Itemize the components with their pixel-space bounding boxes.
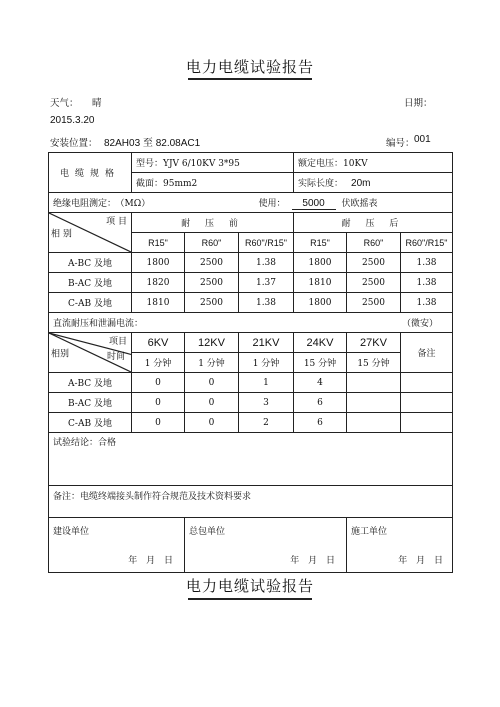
dc-time: 15 分钟 xyxy=(347,353,401,373)
dc-phase: B-AC 及地 xyxy=(49,393,132,413)
dc-cell xyxy=(347,393,401,413)
ir-cell: 1.37 xyxy=(239,273,294,293)
ir-col: R60"/R15" xyxy=(401,233,453,253)
ir-cell: 1.38 xyxy=(239,293,294,313)
location-value: 82AH03 至 82.08AC1 xyxy=(104,138,201,149)
ir-after-header: 耐 压 后 xyxy=(294,213,453,233)
ir-cell: 1810 xyxy=(294,273,347,293)
ir-cell: 2500 xyxy=(347,273,401,293)
report-title-repeat: 电力电缆试验报告 xyxy=(185,577,314,595)
dc-label: 直流耐压和泄漏电流： xyxy=(49,313,347,333)
report-title: 电力电缆试验报告 xyxy=(185,58,314,76)
ir-phase: B-AC 及地 xyxy=(49,273,132,293)
insulation-label: 绝缘电阻测定： xyxy=(53,199,117,209)
ir-row xyxy=(49,293,453,313)
sign-label: 施工单位 xyxy=(351,527,388,537)
sign-date: 年 月 日 xyxy=(290,556,338,566)
ir-cell: 1.38 xyxy=(401,253,453,273)
dc-corner-top: 项目 xyxy=(108,337,127,347)
dc-remark-cell xyxy=(401,413,453,433)
dc-cell: 6 xyxy=(294,413,347,433)
ir-corner-cell xyxy=(49,213,132,253)
dc-cell: 0 xyxy=(132,373,185,393)
spec-length-value: 20m xyxy=(351,178,371,189)
dc-cell: 3 xyxy=(239,393,294,413)
ir-cell: 2500 xyxy=(185,273,239,293)
insulation-used-value: 5000 xyxy=(292,198,336,210)
dc-unit: （微安） xyxy=(347,313,453,333)
ir-col: R60" xyxy=(347,233,401,253)
sign-cell-general xyxy=(185,518,347,573)
insulation-unit: （MΩ） xyxy=(120,199,151,209)
insulation-meter: 伏欧摇表 xyxy=(341,198,378,209)
location-label: 安装位置： xyxy=(50,138,98,149)
ir-corner-bottom: 相 别 xyxy=(51,229,72,239)
ir-cell: 2500 xyxy=(185,293,239,313)
sign-cell-construction xyxy=(49,518,185,573)
ir-cell: 1.38 xyxy=(401,293,453,313)
dc-row xyxy=(49,393,453,413)
dc-cell: 0 xyxy=(185,373,239,393)
dc-voltage: 27KV xyxy=(347,333,401,353)
dc-voltage: 24KV xyxy=(294,333,347,353)
dc-voltage: 12KV xyxy=(185,333,239,353)
spec-label: 电缆规格 xyxy=(49,153,132,193)
ir-cell: 1.38 xyxy=(239,253,294,273)
weather-value: 晴 xyxy=(92,98,102,109)
dc-phase: A-BC 及地 xyxy=(49,373,132,393)
dc-time: 1 分钟 xyxy=(185,353,239,373)
ir-col: R15" xyxy=(132,233,185,253)
sign-date: 年 月 日 xyxy=(128,556,176,566)
dc-cell: 2 xyxy=(239,413,294,433)
ir-cell: 2500 xyxy=(347,253,401,273)
dc-cell: 4 xyxy=(294,373,347,393)
dc-remark-cell xyxy=(401,393,453,413)
dc-cell: 6 xyxy=(294,393,347,413)
dc-cell: 1 xyxy=(239,373,294,393)
dc-cell xyxy=(347,373,401,393)
dc-remark-header: 备注 xyxy=(401,333,453,373)
dc-voltage: 21KV xyxy=(239,333,294,353)
spec-length-label: 实际长度： xyxy=(298,179,344,189)
title-underline xyxy=(188,78,312,80)
ir-cell: 2500 xyxy=(185,253,239,273)
ir-cell: 1810 xyxy=(132,293,185,313)
dc-cell: 0 xyxy=(185,413,239,433)
ir-col: R15" xyxy=(294,233,347,253)
dc-time: 1 分钟 xyxy=(239,353,294,373)
number-label: 编号： xyxy=(386,138,415,149)
insulation-meter-cell xyxy=(239,193,453,213)
dc-cell: 0 xyxy=(132,413,185,433)
spec-section: 截面：95mm2 xyxy=(132,173,294,193)
note: 备注：电缆终端接头制作符合规范及技术资料要求 xyxy=(49,486,453,518)
dc-row xyxy=(49,373,453,393)
ir-row xyxy=(49,273,453,293)
title-underline-repeat xyxy=(188,598,312,600)
weather-label: 天气： xyxy=(50,98,79,109)
number-value: 001 xyxy=(414,134,431,145)
ir-before-header: 耐 压 前 xyxy=(132,213,294,233)
dc-corner-mid: 时间 xyxy=(106,352,125,362)
sign-label: 总包单位 xyxy=(189,527,226,537)
date-label: 日期： xyxy=(404,98,433,109)
dc-phase: C-AB 及地 xyxy=(49,413,132,433)
report-table xyxy=(48,152,453,573)
dc-time: 15 分钟 xyxy=(294,353,347,373)
ir-phase: C-AB 及地 xyxy=(49,293,132,313)
spec-model: 型号：YJV 6/10KV 3*95 xyxy=(132,153,294,173)
ir-col: R60" xyxy=(185,233,239,253)
dc-cell: 0 xyxy=(185,393,239,413)
ir-cell: 1800 xyxy=(294,253,347,273)
ir-col: R60"/R15" xyxy=(239,233,294,253)
insulation-used-label: 使用： xyxy=(258,198,286,209)
sign-date: 年 月 日 xyxy=(398,556,447,566)
insulation-label-cell xyxy=(49,193,239,213)
ir-cell: 2500 xyxy=(347,293,401,313)
conclusion: 试验结论：合格 xyxy=(49,433,453,486)
ir-cell: 1800 xyxy=(132,253,185,273)
dc-cell: 0 xyxy=(132,393,185,413)
ir-row xyxy=(49,253,453,273)
dc-remark-cell xyxy=(401,373,453,393)
dc-row xyxy=(49,413,453,433)
spec-voltage: 额定电压：10KV xyxy=(294,153,453,173)
dc-time: 1 分钟 xyxy=(132,353,185,373)
ir-corner-top: 项 目 xyxy=(106,217,127,227)
dc-corner-left: 相别 xyxy=(51,349,70,359)
sign-cell-contractor xyxy=(347,518,453,573)
ir-cell: 1800 xyxy=(294,293,347,313)
dc-corner-cell xyxy=(49,333,132,373)
dc-voltage: 6KV xyxy=(132,333,185,353)
dc-cell xyxy=(347,413,401,433)
ir-cell: 1820 xyxy=(132,273,185,293)
ir-phase: A-BC 及地 xyxy=(49,253,132,273)
ir-cell: 1.38 xyxy=(401,273,453,293)
sign-label: 建设单位 xyxy=(53,527,90,537)
spec-length xyxy=(294,173,453,193)
date-value: 2015.3.20 xyxy=(50,115,95,126)
